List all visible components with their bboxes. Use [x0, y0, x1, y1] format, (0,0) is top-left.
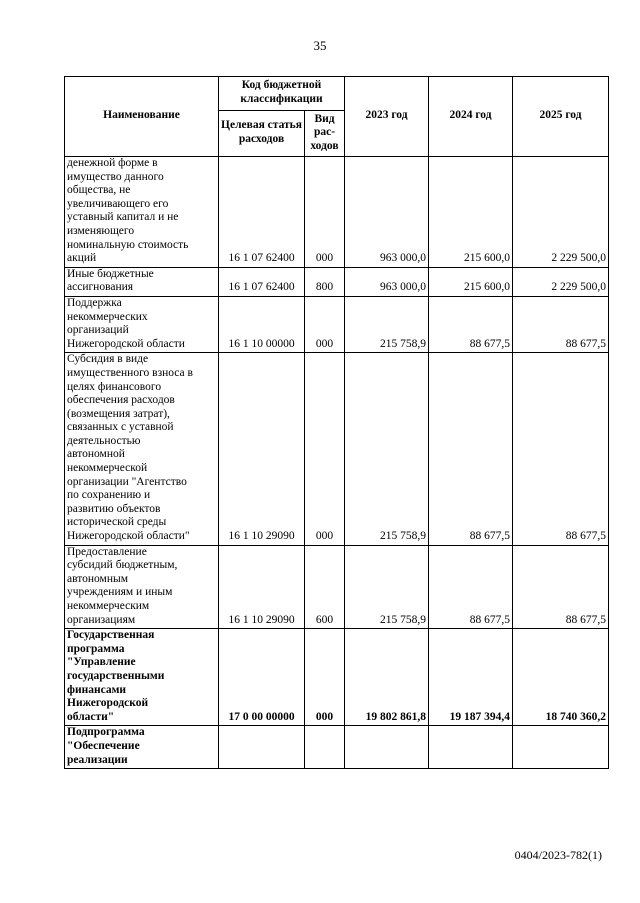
row-target-article: 16 1 10 29090	[219, 545, 305, 629]
budget-table	[64, 76, 609, 769]
header-2023: 2023 год	[345, 77, 429, 157]
table-row	[65, 267, 609, 296]
row-value-2025: 18 740 360,2	[513, 629, 609, 726]
table-row	[65, 545, 609, 629]
row-expense-type: 000	[305, 629, 345, 726]
page-number: 35	[313, 38, 327, 53]
row-name: Предоставление субсидий бюджетным, автономным учреждениям и иным некоммерческим организациям	[65, 545, 219, 629]
row-name: Иные бюджетные ассигнования	[65, 267, 219, 296]
row-value-2023	[345, 726, 429, 769]
row-value-2023: 215 758,9	[345, 353, 429, 545]
table-row	[65, 296, 609, 352]
row-name: Государственная программа "Управление государственными финансами Нижегородской области"	[65, 629, 219, 726]
row-target-article: 16 1 10 29090	[219, 353, 305, 545]
header-name: Наименование	[65, 77, 219, 157]
row-expense-type: 000	[305, 157, 345, 268]
row-name: Субсидия в виде имущественного взноса в целях финансового обеспечения расходов (возмещения затрат), связанных с уставной деятельностью автономной некоммерческой организации "Агентство по сохранению и развитию объектов исторической среды Нижегородской области"	[65, 353, 219, 545]
table-row	[65, 157, 609, 268]
row-target-article: 16 1 10 00000	[219, 296, 305, 352]
row-name: Поддержка некоммерческих организаций Нижегородской области	[65, 296, 219, 352]
row-target-article: 17 0 00 00000	[219, 629, 305, 726]
row-value-2023: 963 000,0	[345, 267, 429, 296]
table-row	[65, 629, 609, 726]
row-value-2024: 88 677,5	[429, 545, 513, 629]
row-target-article	[219, 726, 305, 769]
table-row	[65, 353, 609, 545]
row-expense-type: 000	[305, 296, 345, 352]
row-value-2025	[513, 726, 609, 769]
document-code: 0404/2023-782(1)	[514, 848, 602, 862]
row-value-2023: 19 802 861,8	[345, 629, 429, 726]
row-target-article: 16 1 07 62400	[219, 157, 305, 268]
row-value-2024: 215 600,0	[429, 157, 513, 268]
row-value-2023: 963 000,0	[345, 157, 429, 268]
row-value-2024: 19 187 394,4	[429, 629, 513, 726]
row-value-2025: 2 229 500,0	[513, 267, 609, 296]
row-expense-type: 000	[305, 353, 345, 545]
row-value-2024	[429, 726, 513, 769]
row-name: денежной форме в имущество данного общества, не увеличивающего его уставный капитал и не изменяющего номинальную стоимость акций	[65, 157, 219, 268]
header-code-group: Код бюджетной классификации	[219, 77, 345, 111]
row-value-2025: 88 677,5	[513, 545, 609, 629]
row-value-2024: 88 677,5	[429, 353, 513, 545]
row-value-2025: 88 677,5	[513, 353, 609, 545]
header-target-article: Целевая статья расходов	[219, 111, 305, 157]
row-expense-type: 800	[305, 267, 345, 296]
header-2024: 2024 год	[429, 77, 513, 157]
row-value-2025: 88 677,5	[513, 296, 609, 352]
header-2025: 2025 год	[513, 77, 609, 157]
row-target-article: 16 1 07 62400	[219, 267, 305, 296]
row-value-2025: 2 229 500,0	[513, 157, 609, 268]
row-value-2023: 215 758,9	[345, 545, 429, 629]
row-expense-type: 600	[305, 545, 345, 629]
table-row	[65, 726, 609, 769]
row-expense-type	[305, 726, 345, 769]
row-value-2023: 215 758,9	[345, 296, 429, 352]
row-name: Подпрограмма "Обеспечение реализации	[65, 726, 219, 769]
row-value-2024: 215 600,0	[429, 267, 513, 296]
row-value-2024: 88 677,5	[429, 296, 513, 352]
header-expense-type: Вид рас-ходов	[305, 111, 345, 157]
